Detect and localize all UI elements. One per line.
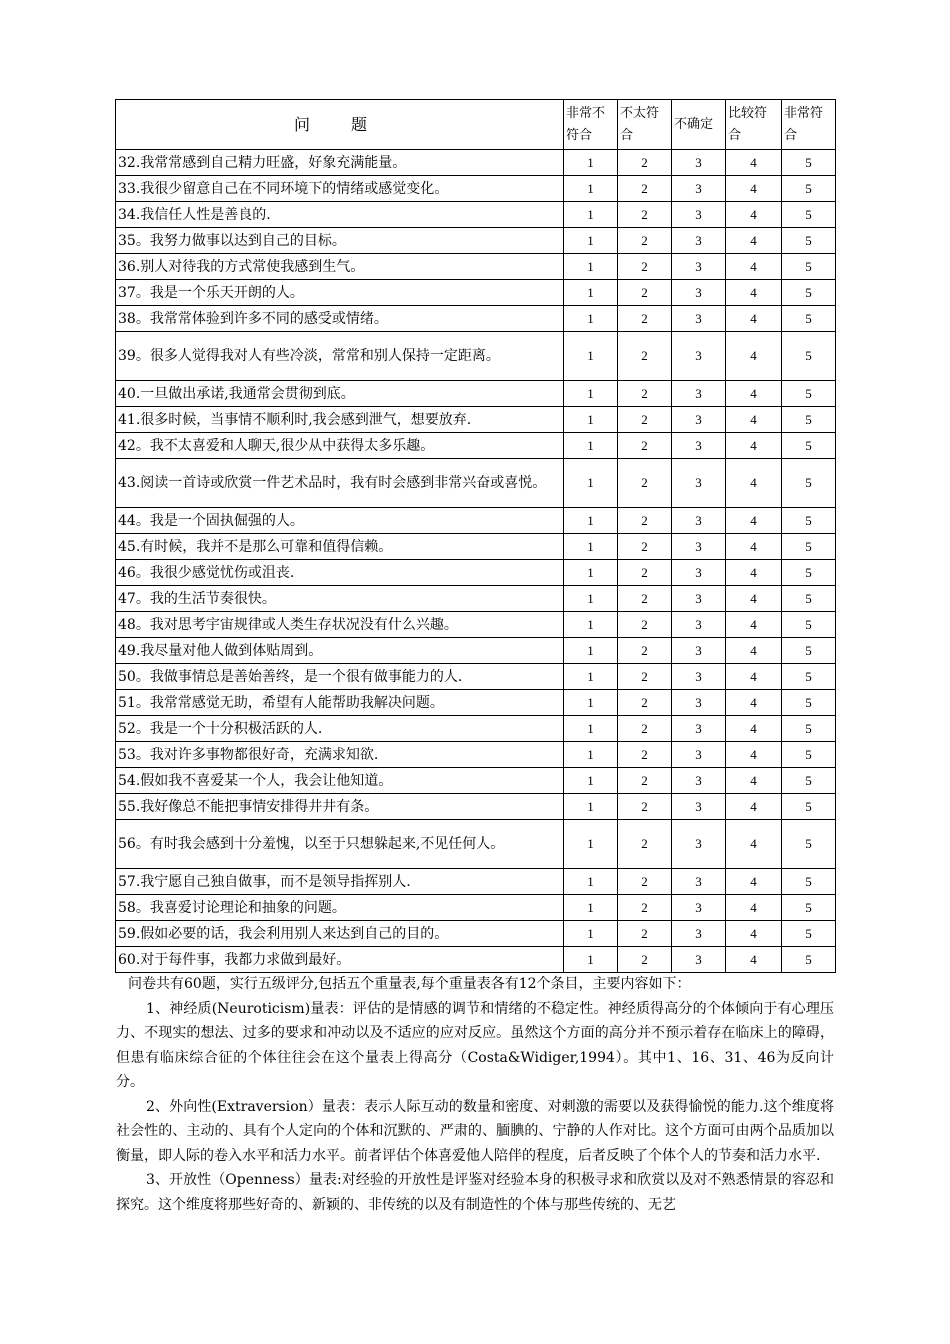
scale-header-5: 非常符合 — [782, 100, 836, 150]
question-text: 32.我常常感到自己精力旺盛，好象充满能量。 — [116, 150, 564, 176]
scale-option-4: 4 — [726, 332, 782, 381]
scale-option-5: 5 — [782, 459, 836, 508]
question-text: 39。很多人觉得我对人有些冷淡，常常和别人保持一定距离。 — [116, 332, 564, 381]
paragraph: 问卷共有60题，实行五级评分,包括五个重量表,每个重量表各有12个条目，主要内容如下： — [128, 976, 691, 992]
scale-option-4: 4 — [726, 664, 782, 690]
scale-option-1: 1 — [564, 947, 618, 973]
scale-option-4: 4 — [726, 459, 782, 508]
table-row — [116, 664, 836, 690]
question-text: 55.我好像总不能把事情安排得井井有条。 — [116, 794, 564, 820]
scale-option-2: 2 — [618, 638, 672, 664]
scale-option-4: 4 — [726, 586, 782, 612]
table-row — [116, 794, 836, 820]
scale-option-4: 4 — [726, 742, 782, 768]
scale-option-5: 5 — [782, 820, 836, 869]
scale-option-4: 4 — [726, 794, 782, 820]
scale-option-1: 1 — [564, 176, 618, 202]
scale-option-1: 1 — [564, 459, 618, 508]
scale-option-5: 5 — [782, 586, 836, 612]
scale-option-4: 4 — [726, 690, 782, 716]
question-text: 53。我对许多事物都很好奇，充满求知欲. — [116, 742, 564, 768]
scale-option-1: 1 — [564, 869, 618, 895]
table-row — [116, 586, 836, 612]
question-text: 51。我常常感觉无助，希望有人能帮助我解决问题。 — [116, 690, 564, 716]
table-row — [116, 690, 836, 716]
table-row — [116, 638, 836, 664]
table-row — [116, 306, 836, 332]
scale-option-1: 1 — [564, 306, 618, 332]
scale-option-5: 5 — [782, 433, 836, 459]
question-text: 40.一旦做出承诺,我通常会贯彻到底。 — [116, 381, 564, 407]
table-row — [116, 508, 836, 534]
question-text: 58。我喜爱讨论理论和抽象的问题。 — [116, 895, 564, 921]
scale-option-2: 2 — [618, 332, 672, 381]
table-row — [116, 280, 836, 306]
table-row — [116, 768, 836, 794]
scale-option-3: 3 — [672, 508, 726, 534]
scale-option-1: 1 — [564, 332, 618, 381]
scale-option-3: 3 — [672, 921, 726, 947]
scale-option-2: 2 — [618, 664, 672, 690]
scale-option-2: 2 — [618, 794, 672, 820]
scale-option-3: 3 — [672, 228, 726, 254]
scale-option-5: 5 — [782, 716, 836, 742]
scale-option-3: 3 — [672, 176, 726, 202]
scale-option-4: 4 — [726, 508, 782, 534]
scale-option-5: 5 — [782, 742, 836, 768]
scale-option-3: 3 — [672, 768, 726, 794]
scale-option-3: 3 — [672, 332, 726, 381]
question-column-header: 问 题 — [116, 100, 564, 150]
scale-option-3: 3 — [672, 947, 726, 973]
scale-option-1: 1 — [564, 202, 618, 228]
scale-option-1: 1 — [564, 638, 618, 664]
scale-option-5: 5 — [782, 690, 836, 716]
scale-option-2: 2 — [618, 895, 672, 921]
question-text: 57.我宁愿自己独自做事，而不是领导指挥别人. — [116, 869, 564, 895]
scale-option-5: 5 — [782, 332, 836, 381]
question-text: 50。我做事情总是善始善终，是一个很有做事能力的人. — [116, 664, 564, 690]
scale-option-1: 1 — [564, 921, 618, 947]
scale-option-2: 2 — [618, 560, 672, 586]
table-header-row — [116, 100, 836, 150]
question-text: 59.假如必要的话，我会利用别人来达到自己的目的。 — [116, 921, 564, 947]
paragraph: 1、神经质(Neuroticism)量表：评估的是情感的调节和情绪的不稳定性。神经质得高分的个体倾向于有心理压力、不现实的想法、过多的要求和冲动以及不适应的应对反应。虽然这个方面的高分并不预示着存在临床上的障碍，但患有临床综合征的个体往往会在这个量表上得高分（Costa&Widiger,1994）。其中1、16、31、46为反向计分。 — [116, 1000, 834, 1090]
scale-option-4: 4 — [726, 820, 782, 869]
scale-option-3: 3 — [672, 586, 726, 612]
scale-option-5: 5 — [782, 921, 836, 947]
scale-option-3: 3 — [672, 690, 726, 716]
scale-option-4: 4 — [726, 638, 782, 664]
scale-option-3: 3 — [672, 150, 726, 176]
scale-option-1: 1 — [564, 560, 618, 586]
question-text: 36.别人对待我的方式常使我感到生气。 — [116, 254, 564, 280]
scale-option-4: 4 — [726, 947, 782, 973]
table-row — [116, 742, 836, 768]
scale-option-5: 5 — [782, 254, 836, 280]
question-text: 48。我对思考宇宙规律或人类生存状况没有什么兴趣。 — [116, 612, 564, 638]
table-row — [116, 820, 836, 869]
question-text: 52。我是一个十分积极活跃的人. — [116, 716, 564, 742]
scale-option-2: 2 — [618, 228, 672, 254]
scale-option-2: 2 — [618, 586, 672, 612]
scale-option-1: 1 — [564, 407, 618, 433]
table-row — [116, 407, 836, 433]
question-text: 35。我努力做事以达到自己的目标。 — [116, 228, 564, 254]
scale-option-1: 1 — [564, 768, 618, 794]
table-row — [116, 716, 836, 742]
table-row — [116, 332, 836, 381]
scale-option-1: 1 — [564, 280, 618, 306]
scale-option-1: 1 — [564, 433, 618, 459]
table-row — [116, 433, 836, 459]
scale-option-2: 2 — [618, 716, 672, 742]
question-text: 41.很多时候，当事情不顺利时,我会感到泄气，想要放弃. — [116, 407, 564, 433]
scale-option-2: 2 — [618, 534, 672, 560]
table-row — [116, 534, 836, 560]
scale-option-4: 4 — [726, 176, 782, 202]
scale-option-1: 1 — [564, 586, 618, 612]
questionnaire-table — [115, 99, 836, 973]
question-text: 60.对于每件事，我都力求做到最好。 — [116, 947, 564, 973]
table-row — [116, 921, 836, 947]
scale-option-3: 3 — [672, 742, 726, 768]
scale-option-3: 3 — [672, 820, 726, 869]
scale-option-5: 5 — [782, 664, 836, 690]
table-row — [116, 459, 836, 508]
scale-option-4: 4 — [726, 612, 782, 638]
scale-option-5: 5 — [782, 228, 836, 254]
scale-option-2: 2 — [618, 921, 672, 947]
scale-option-3: 3 — [672, 459, 726, 508]
scale-option-2: 2 — [618, 381, 672, 407]
scale-option-1: 1 — [564, 254, 618, 280]
scale-option-4: 4 — [726, 280, 782, 306]
scale-option-2: 2 — [618, 947, 672, 973]
scale-option-3: 3 — [672, 306, 726, 332]
scale-option-2: 2 — [618, 742, 672, 768]
scale-option-3: 3 — [672, 202, 726, 228]
scale-header-1: 非常不符合 — [564, 100, 618, 150]
scale-option-3: 3 — [672, 407, 726, 433]
scale-option-5: 5 — [782, 895, 836, 921]
table-row — [116, 895, 836, 921]
scale-option-5: 5 — [782, 869, 836, 895]
table-body — [116, 150, 836, 973]
scale-option-1: 1 — [564, 742, 618, 768]
question-text: 44。我是一个固执倔强的人。 — [116, 508, 564, 534]
scale-option-4: 4 — [726, 228, 782, 254]
scale-option-5: 5 — [782, 381, 836, 407]
scale-option-2: 2 — [618, 176, 672, 202]
scale-option-3: 3 — [672, 280, 726, 306]
scale-option-3: 3 — [672, 612, 726, 638]
question-text: 33.我很少留意自己在不同环境下的情绪或感觉变化。 — [116, 176, 564, 202]
scale-option-4: 4 — [726, 202, 782, 228]
scale-option-2: 2 — [618, 254, 672, 280]
scale-option-3: 3 — [672, 638, 726, 664]
scale-option-1: 1 — [564, 690, 618, 716]
scale-option-2: 2 — [618, 280, 672, 306]
question-text: 38。我常常体验到许多不同的感受或情绪。 — [116, 306, 564, 332]
scale-option-3: 3 — [672, 716, 726, 742]
scale-option-5: 5 — [782, 280, 836, 306]
scale-option-2: 2 — [618, 306, 672, 332]
table-row — [116, 947, 836, 973]
table-row — [116, 150, 836, 176]
scale-option-4: 4 — [726, 768, 782, 794]
scale-option-4: 4 — [726, 560, 782, 586]
scale-option-5: 5 — [782, 306, 836, 332]
scale-option-5: 5 — [782, 508, 836, 534]
table-row — [116, 202, 836, 228]
scale-option-3: 3 — [672, 254, 726, 280]
scale-option-5: 5 — [782, 612, 836, 638]
scale-option-1: 1 — [564, 228, 618, 254]
scale-option-1: 1 — [564, 895, 618, 921]
question-text: 42。我不太喜爱和人聊天,很少从中获得太多乐趣。 — [116, 433, 564, 459]
scale-option-2: 2 — [618, 690, 672, 716]
scale-option-3: 3 — [672, 794, 726, 820]
scale-option-5: 5 — [782, 150, 836, 176]
scale-option-3: 3 — [672, 560, 726, 586]
scale-header-2: 不太符合 — [618, 100, 672, 150]
question-text: 37。我是一个乐天开朗的人。 — [116, 280, 564, 306]
scale-option-5: 5 — [782, 407, 836, 433]
table-row — [116, 228, 836, 254]
scale-option-1: 1 — [564, 664, 618, 690]
scale-option-3: 3 — [672, 534, 726, 560]
scale-option-1: 1 — [564, 508, 618, 534]
scale-option-3: 3 — [672, 869, 726, 895]
question-text: 45.有时候，我并不是那么可靠和值得信赖。 — [116, 534, 564, 560]
scale-header-3: 不确定 — [672, 100, 726, 150]
scale-option-3: 3 — [672, 895, 726, 921]
scale-option-1: 1 — [564, 716, 618, 742]
question-text: 43.阅读一首诗或欣赏一件艺术品时，我有时会感到非常兴奋或喜悦。 — [116, 459, 564, 508]
scale-option-1: 1 — [564, 381, 618, 407]
scale-option-4: 4 — [726, 895, 782, 921]
scale-option-4: 4 — [726, 407, 782, 433]
scale-option-3: 3 — [672, 664, 726, 690]
scale-option-2: 2 — [618, 202, 672, 228]
scale-option-4: 4 — [726, 534, 782, 560]
scale-option-2: 2 — [618, 869, 672, 895]
scale-option-2: 2 — [618, 820, 672, 869]
scale-option-3: 3 — [672, 381, 726, 407]
scale-option-5: 5 — [782, 794, 836, 820]
scale-option-5: 5 — [782, 534, 836, 560]
scale-option-4: 4 — [726, 433, 782, 459]
scale-option-2: 2 — [618, 508, 672, 534]
question-text: 46。我很少感觉忧伤或沮丧. — [116, 560, 564, 586]
body-text — [116, 972, 834, 1217]
scale-option-2: 2 — [618, 768, 672, 794]
scale-option-4: 4 — [726, 306, 782, 332]
scale-option-4: 4 — [726, 254, 782, 280]
question-text: 56。有时我会感到十分羞愧，以至于只想躲起来,不见任何人。 — [116, 820, 564, 869]
table-row — [116, 381, 836, 407]
scale-option-2: 2 — [618, 150, 672, 176]
scale-option-4: 4 — [726, 716, 782, 742]
question-text: 49.我尽量对他人做到体贴周到。 — [116, 638, 564, 664]
scale-option-1: 1 — [564, 794, 618, 820]
scale-option-3: 3 — [672, 433, 726, 459]
scale-option-5: 5 — [782, 768, 836, 794]
scale-option-4: 4 — [726, 381, 782, 407]
scale-option-2: 2 — [618, 459, 672, 508]
scale-option-1: 1 — [564, 820, 618, 869]
paragraph: 2、外向性(Extraversion）量表：表示人际互动的数量和密度、对刺激的需要以及获得愉悦的能力.这个维度将社会性的、主动的、具有个人定向的个体和沉默的、严肃的、腼腆的、宁静的人作对比。这个方面可由两个品质加以衡量，即人际的卷入水平和活力水平。前者评估个体喜爱他人陪伴的程度，后者反映了个体个人的节奏和活力水平. — [116, 1098, 834, 1164]
scale-option-1: 1 — [564, 534, 618, 560]
scale-option-5: 5 — [782, 947, 836, 973]
paragraph: 3、开放性（Openness）量表:对经验的开放性是评鉴对经验本身的积极寻求和欣赏以及对不熟悉情景的容忍和探究。这个维度将那些好奇的、新颖的、非传统的以及有制造性的个体与那些传统的、无艺 — [116, 1172, 834, 1213]
scale-option-2: 2 — [618, 407, 672, 433]
scale-option-4: 4 — [726, 150, 782, 176]
scale-option-4: 4 — [726, 921, 782, 947]
scale-option-2: 2 — [618, 612, 672, 638]
scale-option-2: 2 — [618, 433, 672, 459]
scale-option-1: 1 — [564, 612, 618, 638]
scale-option-5: 5 — [782, 202, 836, 228]
scale-option-1: 1 — [564, 150, 618, 176]
question-text: 47。我的生活节奏很快。 — [116, 586, 564, 612]
scale-option-5: 5 — [782, 638, 836, 664]
table-row — [116, 869, 836, 895]
table-row — [116, 254, 836, 280]
table-row — [116, 560, 836, 586]
question-text: 34.我信任人性是善良的. — [116, 202, 564, 228]
scale-option-4: 4 — [726, 869, 782, 895]
scale-option-5: 5 — [782, 560, 836, 586]
scale-header-4: 比较符合 — [726, 100, 782, 150]
table-row — [116, 176, 836, 202]
table-row — [116, 612, 836, 638]
scale-option-5: 5 — [782, 176, 836, 202]
question-text: 54.假如我不喜爱某一个人，我会让他知道。 — [116, 768, 564, 794]
